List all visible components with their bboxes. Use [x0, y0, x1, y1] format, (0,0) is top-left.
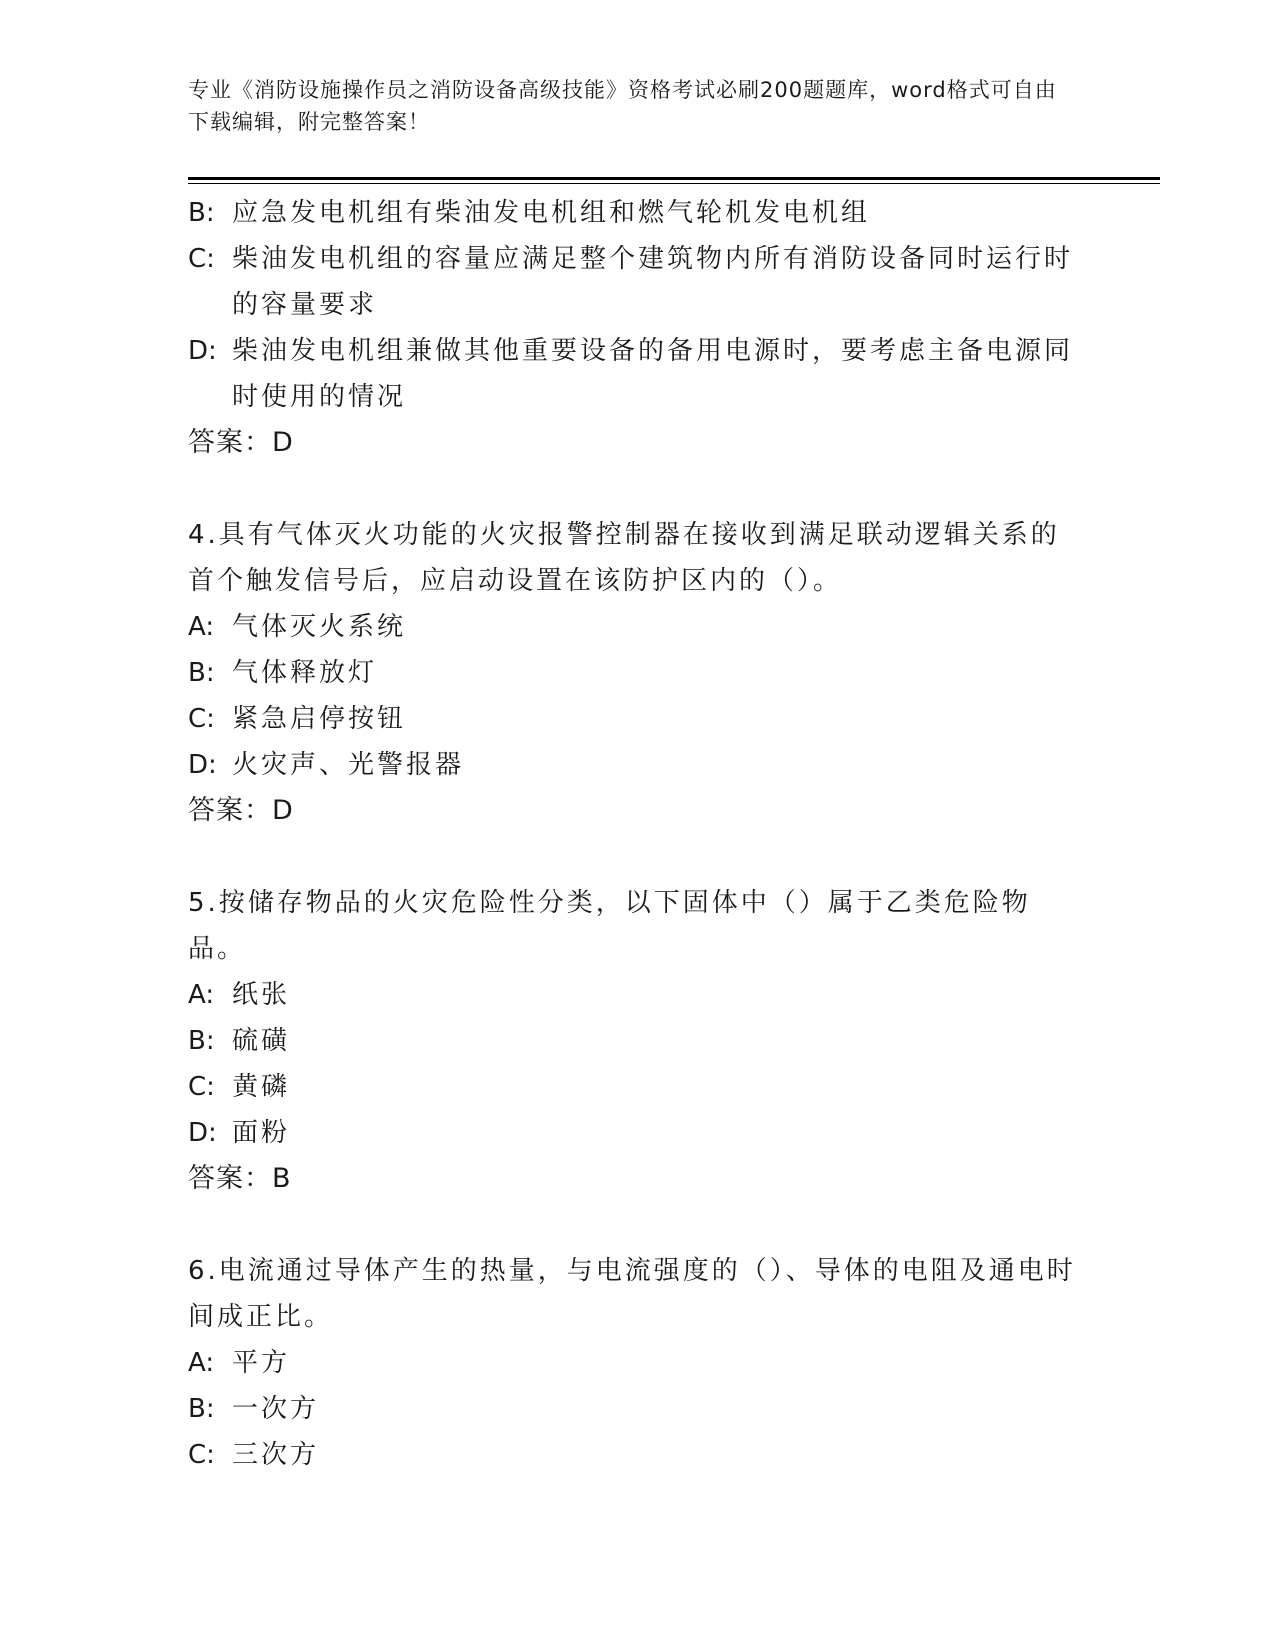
option-text: 三次方: [232, 1440, 320, 1470]
option-a: [188, 972, 1078, 1018]
option-label: D:: [188, 1118, 217, 1148]
option-text: 紧急启停按钮: [232, 704, 407, 734]
answer: 答案：D: [188, 427, 294, 458]
option-text: 气体灭火系统: [232, 612, 407, 642]
question-stem: 5.按储存物品的火灾危险性分类，以下固体中（）属于乙类危险物品。: [188, 888, 1031, 964]
header-rule-thick: [188, 177, 1160, 180]
option-d: [188, 328, 1078, 420]
option-label: B:: [188, 1026, 215, 1056]
option-c: [188, 1432, 1078, 1478]
option-d: [188, 742, 1078, 788]
option-label: C:: [188, 1440, 215, 1470]
option-b: [188, 650, 1078, 696]
option-text: 纸张: [232, 980, 291, 1010]
option-text: 黄磷: [232, 1072, 291, 1102]
option-b: [188, 190, 1078, 236]
option-label: C:: [188, 1072, 215, 1102]
option-label: D:: [188, 336, 217, 366]
document-header: 专业《消防设施操作员之消防设备高级技能》资格考试必刷200题题库，word格式可自由下载编辑，附完整答案！: [188, 78, 1057, 134]
option-text: 平方: [232, 1348, 291, 1378]
option-c: [188, 1064, 1078, 1110]
option-label: B:: [188, 198, 215, 228]
option-text: 柴油发电机组的容量应满足整个建筑物内所有消防设备同时运行时的容量要求: [232, 244, 1074, 320]
answer: 答案：B: [188, 1163, 292, 1194]
option-c: [188, 696, 1078, 742]
option-label: B:: [188, 658, 215, 688]
option-text: 火灾声、光警报器: [232, 750, 465, 780]
option-a: [188, 1340, 1078, 1386]
option-label: A:: [188, 612, 215, 642]
question-content: [188, 190, 1078, 1478]
option-b: [188, 1018, 1078, 1064]
option-b: [188, 1386, 1078, 1432]
question-4: [188, 512, 1078, 834]
option-text: 一次方: [232, 1394, 320, 1424]
header-rule-thin: [188, 183, 1160, 184]
option-label: A:: [188, 1348, 215, 1378]
question-5: [188, 880, 1078, 1202]
question-stem: 6.电流通过导体产生的热量，与电流强度的（）、导体的电阻及通电时间成正比。: [188, 1256, 1076, 1332]
option-text: 面粉: [232, 1118, 291, 1148]
option-c: [188, 236, 1078, 328]
option-label: B:: [188, 1394, 215, 1424]
option-a: [188, 604, 1078, 650]
option-text: 应急发电机组有柴油发电机组和燃气轮机发电机组: [232, 198, 871, 228]
option-label: C:: [188, 704, 215, 734]
option-label: D:: [188, 750, 217, 780]
option-d: [188, 1110, 1078, 1156]
option-text: 柴油发电机组兼做其他重要设备的备用电源时，要考虑主备电源同时使用的情况: [232, 336, 1074, 412]
option-label: C:: [188, 244, 215, 274]
prev-question: [188, 190, 1078, 466]
option-label: A:: [188, 980, 215, 1010]
question-6: [188, 1248, 1078, 1478]
answer: 答案：D: [188, 795, 294, 826]
option-text: 硫磺: [232, 1026, 291, 1056]
question-stem: 4.具有气体灭火功能的火灾报警控制器在接收到满足联动逻辑关系的首个触发信号后，应启动设置在该防护区内的（）。: [188, 520, 1060, 596]
option-text: 气体释放灯: [232, 658, 378, 688]
